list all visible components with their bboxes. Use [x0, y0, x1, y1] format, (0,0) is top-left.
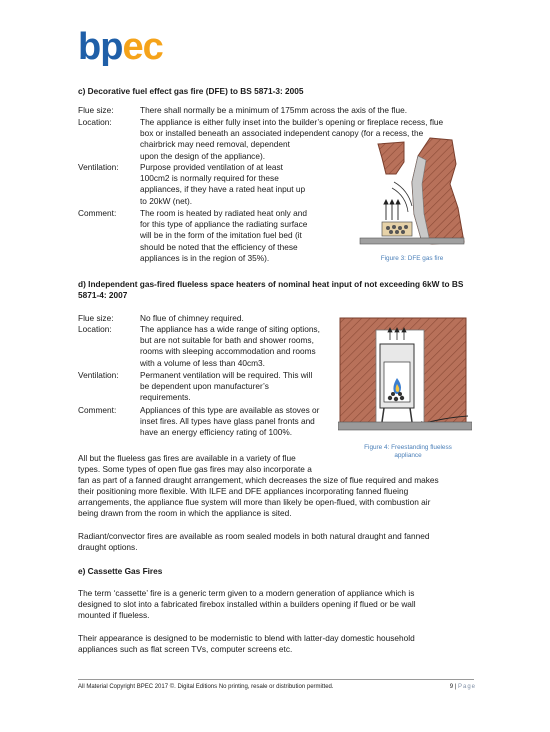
- row-line: Appliances of this type are available as stoves or: [140, 405, 320, 415]
- section-d-heading-line-2: 5871-4: 2007: [78, 290, 128, 300]
- page-number: 9: [449, 684, 454, 690]
- row-label: Location:: [78, 117, 112, 127]
- figure-4-caption-line-2: appliance: [394, 452, 422, 459]
- figure-3-dfe-gas-fire: [352, 134, 470, 252]
- row-line: Permanent ventilation will be required. This will: [140, 370, 313, 380]
- row-line: box or installed beneath an associated independent canopy (for a recess, the: [140, 128, 424, 139]
- row-label: Ventilation:: [78, 370, 119, 380]
- section-e-heading: e) Cassette Gas Fires: [78, 566, 163, 576]
- footer-divider: [78, 679, 474, 680]
- row-line: should be noted that the efficiency of these: [140, 241, 298, 252]
- svg-text:bpec: [78, 30, 164, 66]
- bpec-logo: [78, 30, 188, 66]
- paragraph-line: Radiant/convector fires are available as room sealed models in both natural draught and fanned: [78, 531, 430, 541]
- row-label: Location:: [78, 324, 112, 334]
- row-label: Comment:: [78, 208, 117, 218]
- row-line: rooms with sleeping accommodation and rooms: [140, 346, 316, 357]
- row-line: The appliance has a wide range of siting options,: [140, 324, 320, 334]
- row-line: The appliance is either fully inset into the builder’s opening or fireplace recess, flue: [140, 117, 444, 127]
- logo-letter-e: e: [122, 30, 143, 66]
- figure-4-caption-line-1: Figure 4: Freestanding flueless: [364, 444, 452, 451]
- row-label: Flue size:: [78, 105, 114, 115]
- row-line: appliances, if they have a rated heat input up: [140, 184, 306, 195]
- row-line: requirements.: [140, 392, 191, 403]
- figure-3-caption: Figure 3: DFE gas fire: [380, 255, 444, 262]
- footer-copyright: All Material Copyright BPEC 2017 ©. Digital Editions No printing, resale or distribution permitted.: [78, 684, 334, 690]
- row-line: inset fires. All types have glass panel fronts and: [140, 416, 315, 427]
- footer-page-indicator: [436, 683, 476, 691]
- paragraph-line: designed to slot into a fabricated firebox installed within a builders opening if flued or be wall: [78, 599, 416, 609]
- paragraph-line: types. Some types of open flue gas fires may also incorporate a: [78, 464, 312, 474]
- row-line: but are not suitable for bath and shower rooms,: [140, 335, 314, 346]
- dfe-gas-fire-illustration: [352, 134, 470, 252]
- row-line: 100cm2 is normally required for these: [140, 173, 279, 184]
- paragraph-line: arrangements, the appliance flue system will more than likely be open-flued, with combustion air: [78, 497, 431, 507]
- row-line: chairbrick may need removal, dependent: [140, 139, 290, 150]
- row-line: have an energy efficiency rating of 100%.: [140, 427, 293, 438]
- row-line: for this type of appliance the radiating surface: [140, 219, 308, 230]
- paragraph-line: All but the flueless gas fires are available in a variety of flue: [78, 453, 296, 463]
- row-line: appliances is in the region of 35%).: [140, 252, 270, 263]
- row-line: with a volume of less than 40cm3.: [140, 357, 265, 368]
- row-line: The room is heated by radiated heat only and: [140, 208, 307, 218]
- paragraph-line: draught options.: [78, 542, 138, 552]
- row-line: to 20kW (net).: [140, 195, 193, 206]
- paragraph-line: appliances such as flat screen TVs, computer screens etc.: [78, 644, 293, 654]
- row-line: upon the design of the appliance).: [140, 150, 266, 161]
- row-line: There shall normally be a minimum of 175mm across the axis of the flue.: [140, 105, 407, 115]
- row-label: Comment:: [78, 405, 117, 415]
- flueless-appliance-illustration: [338, 316, 472, 440]
- logo-letter-c: c: [142, 30, 163, 66]
- paragraph-line: their positioning more flexible. With ILFE and DFE appliances incorporating fanned flueing: [78, 486, 409, 496]
- paragraph-line: mounted if flueless.: [78, 610, 150, 620]
- section-c-heading: c) Decorative fuel effect gas fire (DFE) to BS 5871-3: 2005: [78, 86, 304, 96]
- section-d-heading-line-1: d) Independent gas-fired flueless space heaters of nominal heat input of not exceeding 6kW to BS: [78, 279, 464, 289]
- row-line: Purpose provided ventilation of at least: [140, 162, 283, 172]
- logo-letter-b: b: [78, 30, 101, 66]
- page-separator: |: [454, 684, 457, 690]
- paragraph-line: being drawn from the room in which the appliance is sited.: [78, 508, 292, 518]
- logo-letter-p: p: [100, 30, 123, 66]
- page-label: Page: [457, 684, 476, 690]
- bpec-logo-graphic: [78, 30, 188, 66]
- paragraph-line: fan as part of a fanned draught arrangement, which decreases the size of flue required and makes: [78, 475, 439, 485]
- figure-4-freestanding-flueless: [338, 316, 472, 440]
- row-line: be dependent upon manufacturer’s: [140, 381, 269, 392]
- paragraph-line: Their appearance is designed to be modernistic to blend with latter-day domestic household: [78, 633, 415, 643]
- row-label: Flue size:: [78, 313, 114, 323]
- row-label: Ventilation:: [78, 162, 119, 172]
- paragraph-line: The term ‘cassette’ fire is a generic term given to a modern generation of appliance which is: [78, 588, 415, 598]
- row-line: will be in the form of the imitation fuel bed (it: [140, 230, 302, 241]
- row-line: No flue of chimney required.: [140, 313, 244, 323]
